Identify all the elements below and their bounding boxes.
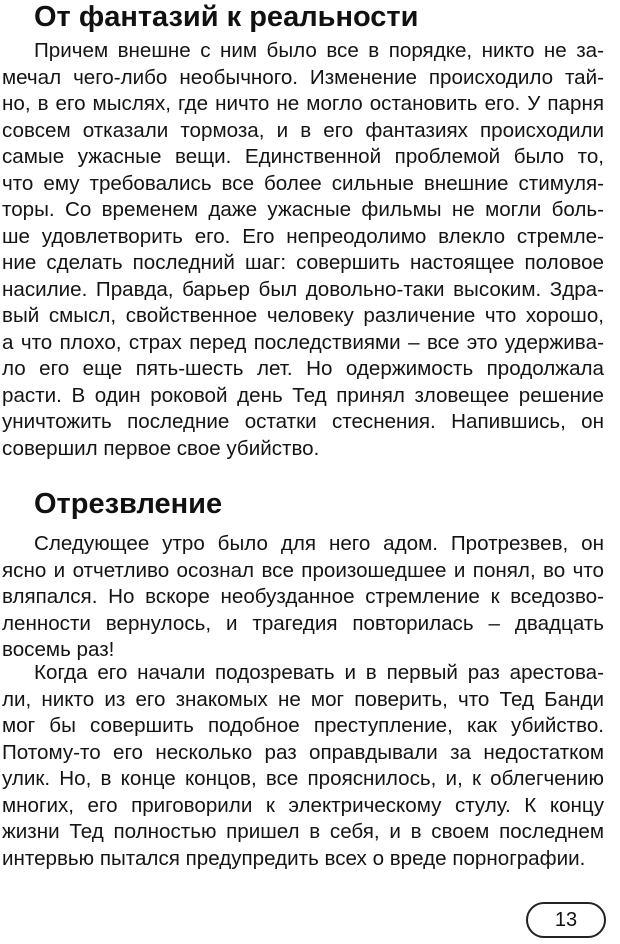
text-line: жизни Тед полностью пришел в себя, и в своем последнем: [2, 820, 604, 843]
text-line: мог бы совершить подобное преступление, как убийство.: [2, 714, 604, 737]
text-line: Когда его начали подозревать и в первый раз арестова-: [34, 661, 604, 684]
text-line: ние сделать последний шаг: совершить настоящее половое: [2, 251, 604, 274]
text-line: расти. В один роковой день Тед принял зловещее решение: [2, 383, 604, 407]
text-line: насилие. Правда, барьер был довольно-таки высоким. Здра-: [2, 277, 604, 301]
text-line: совсем отказали тормоза, и в его фантазиях происходили: [2, 118, 604, 142]
text-line: Причем внешне с ним было все в порядке, никто не за-: [34, 39, 604, 62]
paragraph-arrest: [0, 660, 620, 872]
text-line: Потому-то его несколько раз оправдывали за недостатком: [2, 740, 604, 764]
paragraph-fantasies: [0, 38, 620, 462]
text-line: восемь раз!: [2, 638, 115, 661]
text-line: что ему требовались все более сильные внешние стимуля-: [2, 171, 604, 195]
text-line: торы. Со временем даже ужасные фильмы не могли боль-: [2, 198, 604, 221]
text-line: Следующее утро было для него адом. Протрезвев, он: [34, 532, 604, 555]
text-line: интервью пытался предупредить всех о вреде порнографии.: [2, 846, 586, 870]
text-line: самые ужасные вещи. Единственной проблемой было то,: [2, 145, 604, 168]
section-title-fantasies: От фантазий к реальности: [34, 1, 419, 33]
text-line: ше удовлетворить его. Его непреодолимо влекло стремле-: [2, 224, 604, 248]
text-line: но, в его мыслях, где ничто не могло остановить его. У парня: [2, 92, 604, 115]
text-line: мечал чего-либо необычного. Изменение происходило тай-: [2, 65, 604, 89]
text-line: ясно и отчетливо осознал все произошедшее и понял, во что: [2, 558, 604, 582]
text-line: ленности вернулось, и трагедия повторилась – двадцать: [2, 611, 604, 635]
text-line: вляпался. Но вскоре необузданное стремление к вседозво-: [2, 585, 604, 608]
text-line: вый смысл, свойственное человеку различение что хорошо,: [2, 304, 604, 327]
text-line: ло его еще пять-шесть лет. Но одержимость продолжала: [2, 357, 604, 380]
text-line: ли, никто из его знакомых не мог поверить, что Тед Банди: [2, 687, 604, 711]
page-number: 13: [526, 902, 606, 938]
text-line: многих, его приговорили к электрическому стулу. К концу: [2, 793, 604, 817]
text-line: а что плохо, страх перед последствиями – все это удерживa-: [2, 330, 604, 354]
text-line: улик. Но, в конце концов, все прояснилось, и, к облегчению: [2, 767, 604, 790]
section-title-sobering: Отрезвление: [34, 488, 223, 520]
text-line: совершил первое свое убийство.: [2, 436, 320, 460]
paragraph-next-morning: [0, 531, 620, 664]
text-line: уничтожить последние остатки стеснения. Напившись, он: [2, 410, 604, 433]
